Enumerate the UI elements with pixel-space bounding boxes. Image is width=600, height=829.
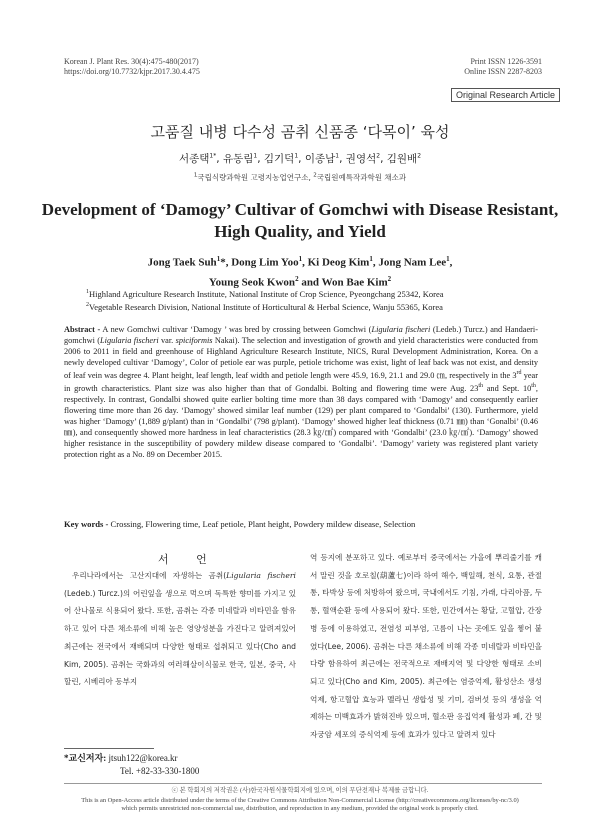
english-title-line1: Development of ‘Damogy’ Cultivar of Gomchwi with Disease Resistant,	[41, 200, 559, 219]
english-title	[0, 199, 600, 243]
abstract-text: , respectively. In contrast, Gondalbi showed quite earlier bolting time more than 38 days compared with ‘Damogy’ and consequently earlier flowering time more than 26 day. ‘Damogy’ showed similar leaf number (129) per plant compared to ‘Gondalbi’ (130). Furthermore, yield was higher ‘Damogy’ (1,889 g/plant) than in ‘Gondalbi’ (798 g/plant). ‘Damogy’ showed higher leaf thickness (0.71 ㎜) than ‘Gonalbi’ (0.46 ㎜), and consequently showed more hardness in leaf characteristics (28.3 ㎏/㎠) compared with ‘Gondalbi’ (23.0 ㎏/㎠). ‘Damogy’ showed higher resistance in the susceptibility of powdery mildew disease compared to ‘Gondalbi’. ‘Damogy’ variety was registered plant variety protection right as a No. 89 on December 2015.	[64, 383, 538, 459]
english-authors-line1	[0, 251, 600, 271]
author-name: 서종택	[178, 153, 210, 165]
abstract-text: Nakai). The selection and investigation of growth and yield characteristics were conducted from 2006 to 2011 in field and greenhouse of Highland Agriculture Research Institute, NICS, Rural Development Administration, Korea. On a newly developed cultivar ‘Damogy’, Color of petiole ear was purple, petiole trichome was exist, light of leaf back was not exist, and density of leaf vein was degree 4. Plant height, leaf length, leaf width and petiole length were 45.9, 16.9, 21.1 and 29.0 ㎝, respectively in the 3	[64, 336, 539, 380]
superscript: rd	[516, 370, 522, 376]
section-heading-intro: 서 언	[158, 553, 219, 566]
author-name: Won Bae Kim	[321, 276, 388, 289]
aff-sup: 1	[86, 289, 89, 295]
korean-affiliations	[0, 172, 600, 183]
author-sup: 2	[417, 152, 422, 160]
author-name: Young Seok Kwon	[208, 276, 296, 289]
doi-link[interactable]: https://doi.org/10.7732/kjpr.2017.30.4.475	[64, 67, 200, 76]
online-issn: Online ISSN 2287-8203	[464, 67, 542, 76]
english-aff-1	[86, 287, 526, 300]
aff-sup: 2	[86, 301, 89, 308]
author-name: Ki Deog Kim	[307, 256, 370, 269]
author-name: Jong Taek Suh	[147, 256, 217, 269]
scientific-name: spiciformis	[175, 336, 213, 345]
author-sep: ,	[302, 256, 305, 269]
footer-license-2: which permits unrestricted non-commercial use, distribution, and reproduction in any medium, provided the original work is properly cited.	[121, 805, 479, 812]
keywords-text: Crossing, Flowering time, Leaf petiole, Plant height, Powdery mildew disease, Selection	[108, 519, 416, 529]
abstract-text: and Sept. 10	[483, 383, 532, 393]
correspondence-email[interactable]: jtsuh122@korea.kr	[106, 753, 178, 763]
english-title-line2: High Quality, and Yield	[214, 222, 386, 241]
abstract-label: Abstract -	[64, 325, 101, 334]
intro-text: (Ledeb.) Turcz.)의 어린잎을 생으로 먹으며 독특한 향미를 가지고 있어 산나물로 식용되어 왔다. 또한, 곰취는 각종 미네랄과 비타민을 함유하고 있어 다른 채소류에 비해 높은 영양성분을 가진다고 알려져있어 최근에는 전국에서 재배되며 다양한 형태로 섭취되고 있다(Cho and Kim, 2005). 곰취는 국화과의 여러해살이식물로 한국, 일본, 중국, 사할린, 시베리아 동부지	[64, 588, 296, 687]
author-name: Jong Nam Lee	[378, 256, 447, 269]
author-sup: 2	[376, 152, 381, 160]
print-issn: Print ISSN 1226-3591	[470, 57, 542, 66]
abstract-text: A new Gomchwi cultivar ‘Damogy ’ was bred by crossing between Gomchwi (	[100, 325, 372, 334]
author-name: 김원배	[386, 153, 418, 165]
aff-text: 국립식량과학원 고령지농업연구소,	[197, 173, 311, 182]
correspondence-label: *교신저자:	[64, 753, 107, 763]
author-name: 유동림	[222, 153, 254, 165]
author-sup: 1	[446, 255, 450, 263]
author-sep: ,	[449, 256, 453, 269]
korean-title: 고품질 내병 다수성 곰취 신품종 ‘다목이’ 육성	[150, 123, 450, 141]
english-authors	[0, 251, 600, 290]
intro-paragraph	[64, 567, 296, 691]
author-name: 이종남	[304, 153, 336, 165]
author-sup: 2	[387, 274, 392, 283]
author-sep: *,	[220, 256, 229, 269]
author-sup: 1*	[209, 152, 217, 160]
author-sep: ,	[372, 256, 376, 269]
author-sup: 2	[295, 274, 299, 283]
author-sup: 1	[369, 255, 373, 263]
abstract-text: var.	[158, 336, 176, 345]
footer-copyright: ⓒ 본 학회지의 저작권은 (사)한국자원식물학회지에 있으며, 이의 무단전재나 복제를 금합니다.	[171, 787, 429, 794]
author-sup: 1	[216, 255, 221, 263]
author-name: Dong Lim Yoo	[231, 256, 299, 269]
scientific-name: Ligularia fischeri	[226, 571, 296, 580]
korean-authors: 서종택$^{1*}$, 유동림$^1$, 김기덕$^1$, 이종남$^1$, 권영석$^2$, 김원배$^2$	[178, 152, 422, 165]
intro-paragraph: 역 등지에 분포하고 있다. 예로부터 중국에서는 가을에 뿌리줄기를 캐서 말린 것을 호로칠(葫蘆七)이라 하여 해수, 백일해, 천식, 요통, 관절통, 타박상 등에 처방하여 왔으며, 국내에서도 기침, 가래, 다리아픔, 두통, 혈액순환 등에 사용되어 왔다. 또한, 민간에서는 황달, 고혈압, 간장병 등에 이용하였고, 전염성 피부염, 고름이 나는 곳에도 잎을 찧어 붙였다(Lee, 2006). 곰취는 다른 채소류에 비해 각종 미네랄과 비타민을 다량 함유하여 최근에는 전국적으로 재배지역 및 다양한 형태로 소비되고 있다(Cho and Kim, 2005). 최근에는 염증억제, 활성산소 생성억제, 항고혈압 효능과 멜라닌 생합성 및 기미, 검버섯 등의 생성을 억제하는 미백효과가 밝혀진바 있으며, 혈소판 응집억제 활성과 폐, 간 및 자궁암 세포의 증식억제 등에 효과가 있다고 알려져 있다	[310, 553, 542, 740]
english-affiliations	[86, 287, 526, 313]
abstract	[64, 324, 538, 460]
keywords-label: Key words -	[64, 519, 109, 529]
footnote-rule	[64, 748, 154, 749]
author-sup: 1	[294, 152, 299, 160]
correspondence	[64, 752, 199, 778]
author-sup: 1	[298, 255, 303, 263]
intro-left-column	[64, 567, 296, 691]
aff-text: Highland Agriculture Research Institute, National Institute of Crop Science, Pyeongchang 25342, Korea	[89, 288, 444, 299]
scientific-name: Ligularia fischeri	[100, 336, 159, 345]
author-name: 권영석	[345, 153, 377, 165]
aff-sup: 1	[193, 172, 198, 179]
author-conjunction: and	[301, 276, 320, 289]
author-name: 김기덕	[263, 153, 295, 165]
journal-citation: Korean J. Plant Res. 30(4):475-480(2017)	[64, 57, 199, 66]
scientific-name: Ligularia fischeri	[371, 325, 431, 334]
abstract-text: year in growth characteristics. Plant size was also higher than that of Gondalbi. Bolting and flowering time were Aug. 23	[64, 370, 538, 393]
abstract-text: (Ledeb.) Turcz.) and Handaeri-gomchwi (	[64, 325, 538, 345]
article-type-badge: Original Research Article	[451, 88, 560, 102]
english-aff-2	[86, 300, 526, 313]
intro-right-column	[310, 549, 542, 744]
keywords	[64, 519, 544, 529]
footer-license-1: This is an Open-Access article distributed under the terms of the Creative Commons Attribution Non-Commercial License (http://creativecommons.org/licenses/by-nc/3.0)	[81, 797, 519, 804]
correspondence-tel: Tel. +82-33-330-1800	[120, 766, 200, 776]
aff-sup: 2	[313, 172, 317, 179]
author-sup: 1	[253, 152, 258, 160]
aff-text: Vegetable Research Division, National Institute of Horticultural & Herbal Science, Wanju 55365, Korea	[89, 301, 443, 312]
author-sup: 1	[335, 152, 340, 160]
intro-text: 우리나라에서는 고산지대에 자생하는 곰취(	[72, 571, 227, 580]
footer-rule	[64, 783, 542, 784]
aff-text: 국립원예특작과학원 채소과	[316, 173, 407, 182]
superscript: th	[478, 382, 484, 389]
superscript: th	[531, 382, 536, 389]
